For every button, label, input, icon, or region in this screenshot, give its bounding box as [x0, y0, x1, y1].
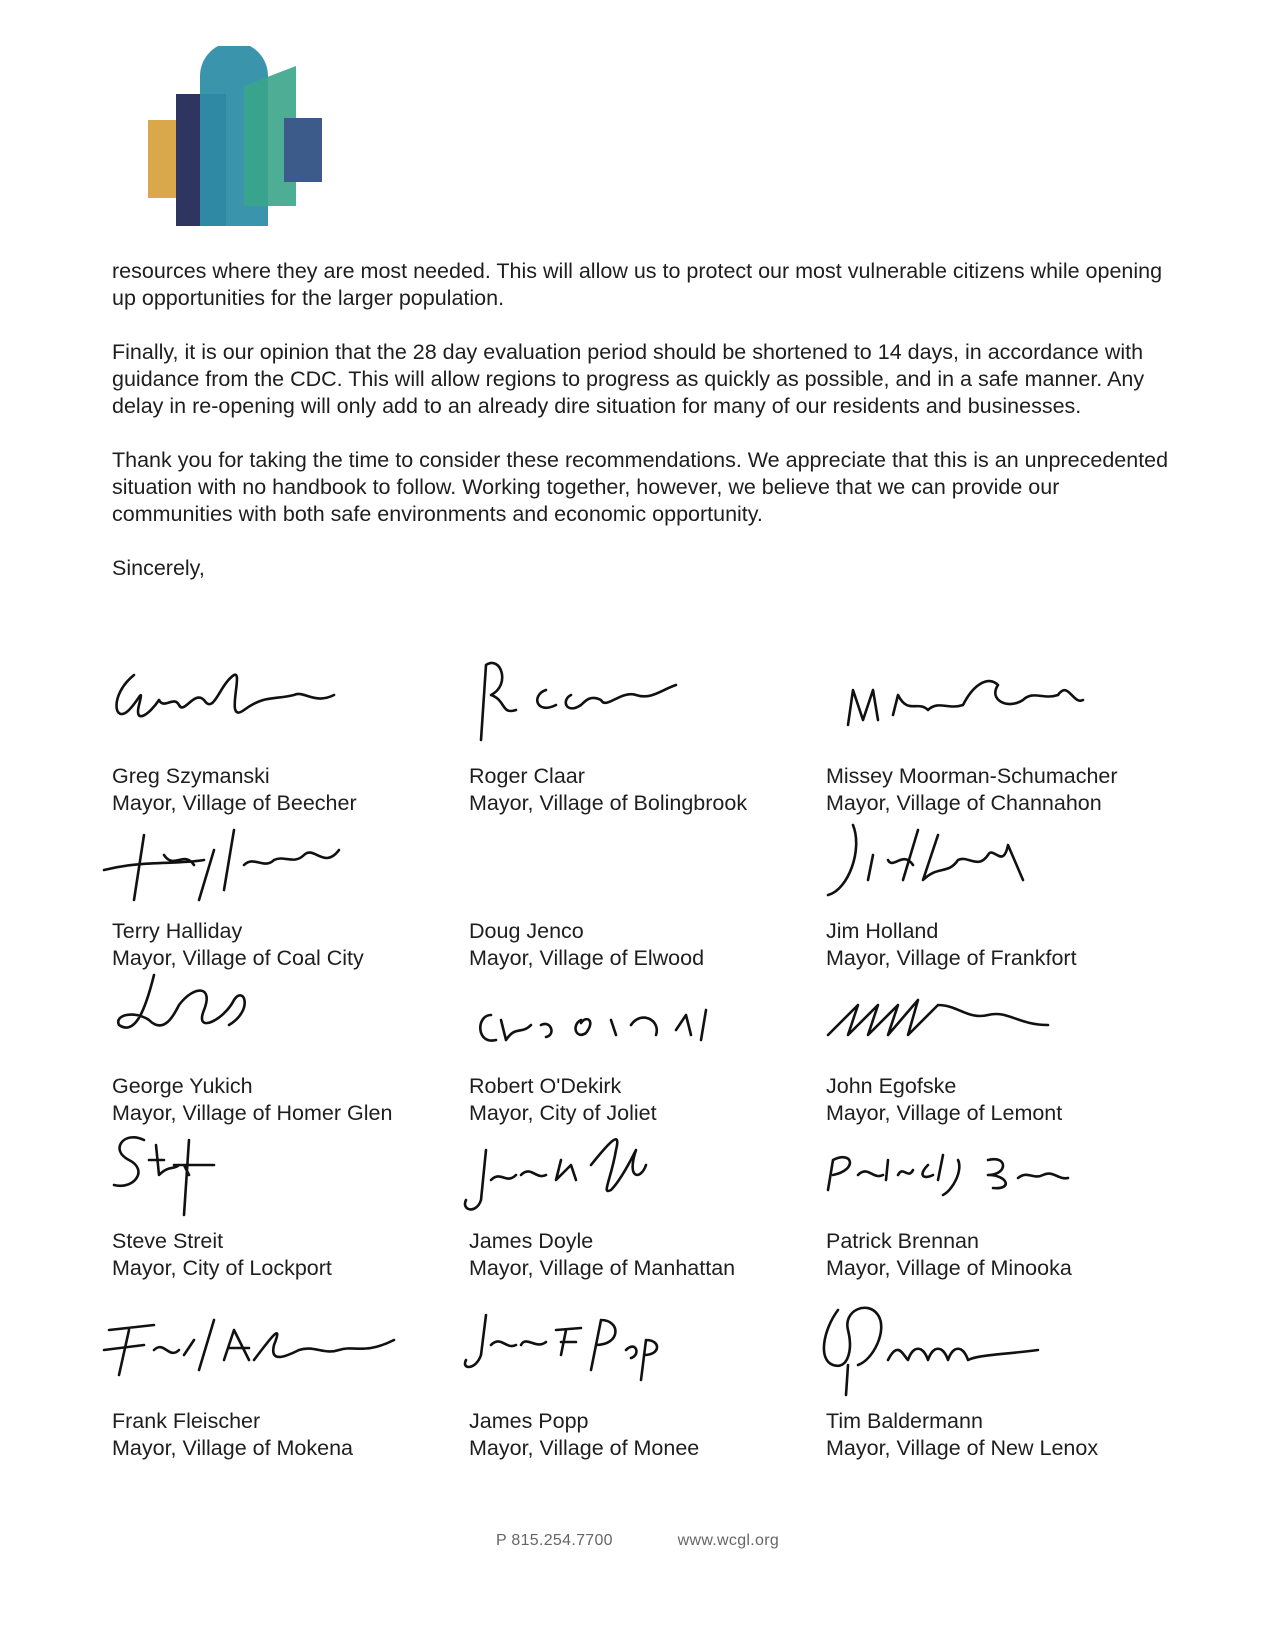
paragraph-thank-you: Thank you for taking the time to consider these recommendations. We appreciate that this is an unprecedented situation with no handbook to follow. Working together, however, we believe that we can provide our communities with both safe environments and economic opportunity.	[112, 448, 1169, 526]
signatory-title: Mayor, Village of Beecher	[112, 791, 357, 815]
signatory-name: Jim Holland	[826, 919, 939, 943]
signatory-title: Mayor, Village of Monee	[469, 1436, 700, 1460]
handwritten-signature	[104, 1300, 414, 1395]
handwritten-signature	[461, 965, 771, 1060]
handwritten-signature	[818, 810, 1128, 905]
signatory	[112, 1120, 482, 1280]
signatory-title: Mayor, Village of Lemont	[826, 1101, 1063, 1125]
organization-logo	[148, 46, 338, 226]
signatory	[469, 655, 839, 815]
signatory	[112, 655, 482, 815]
handwritten-signature	[104, 655, 414, 750]
signatory-title: Mayor, Village of Homer Glen	[112, 1101, 393, 1125]
handwritten-signature	[461, 1300, 771, 1395]
handwritten-signature	[818, 1300, 1128, 1395]
signatory-name: Missey Moorman-Schumacher	[826, 764, 1118, 788]
signatory-title: Mayor, City of Lockport	[112, 1256, 332, 1280]
footer	[0, 1532, 1275, 1550]
signatory-name: Doug Jenco	[469, 919, 584, 943]
signatory	[112, 965, 482, 1125]
signatory	[112, 1300, 482, 1460]
signatory-title: Mayor, Village of Coal City	[112, 946, 364, 970]
signatory	[469, 810, 839, 970]
footer-phone: P 815.254.7700	[495, 1532, 613, 1549]
signatory-title: Mayor, City of Joliet	[469, 1101, 657, 1125]
handwritten-signature	[461, 655, 771, 750]
paragraph-evaluation-period: Finally, it is our opinion that the 28 day evaluation period should be shortened to 14 days, in accordance with guidance from the CDC. This will allow regions to progress as quickly as possible, and in a safe manner. Any delay in re-opening will only add to an already dire situation for many of our residents and businesses.	[112, 340, 1145, 418]
signatory-title: Mayor, Village of Manhattan	[469, 1256, 736, 1280]
signatory-title: Mayor, Village of Elwood	[469, 946, 705, 970]
handwritten-signature	[104, 810, 414, 905]
signatory-name: Roger Claar	[469, 764, 585, 788]
signatory-title: Mayor, Village of Frankfort	[826, 946, 1077, 970]
signatory-name: Robert O'Dekirk	[469, 1074, 622, 1098]
signatory	[826, 655, 1196, 815]
signatory	[469, 965, 839, 1125]
signature-block	[112, 655, 1212, 1495]
handwritten-signature	[818, 1120, 1128, 1215]
handwritten-signature	[104, 1120, 414, 1215]
signatory	[826, 810, 1196, 970]
signatory	[112, 810, 482, 970]
signatory	[826, 1300, 1196, 1460]
signatory-name: Patrick Brennan	[826, 1229, 979, 1253]
signatory-name: James Doyle	[469, 1229, 594, 1253]
signatory-title: Mayor, Village of New Lenox	[826, 1436, 1099, 1460]
signatory-title: Mayor, Village of Channahon	[826, 791, 1102, 815]
paragraph-resources: resources where they are most needed. This will allow us to protect our most vulnerable citizens while opening up opportunities for the larger population.	[112, 259, 1163, 310]
signatory-title: Mayor, Village of Bolingbrook	[469, 791, 748, 815]
signatory-title: Mayor, Village of Mokena	[112, 1436, 354, 1460]
letter-body	[112, 258, 1177, 609]
signatory-name: Steve Streit	[112, 1229, 224, 1253]
handwritten-signature	[818, 965, 1128, 1060]
signatory-name: Tim Baldermann	[826, 1409, 983, 1433]
signatory	[469, 1120, 839, 1280]
signatory-name: John Egofske	[826, 1074, 957, 1098]
signatory	[826, 1120, 1196, 1280]
handwritten-signature	[818, 655, 1128, 750]
signatory-title: Mayor, Village of Minooka	[826, 1256, 1072, 1280]
footer-website[interactable]: www.wcgl.org	[677, 1532, 780, 1549]
closing-sincerely: Sincerely,	[112, 556, 205, 580]
signatory-name: Frank Fleischer	[112, 1409, 261, 1433]
handwritten-signature	[461, 1120, 771, 1215]
signatory	[826, 965, 1196, 1125]
logo-bar-slate	[284, 118, 322, 182]
handwritten-signature	[104, 965, 414, 1060]
signatory-name: George Yukich	[112, 1074, 253, 1098]
signatory	[469, 1300, 839, 1460]
signatory-name: Greg Szymanski	[112, 764, 270, 788]
signatory-name: Terry Halliday	[112, 919, 243, 943]
signatory-name: James Popp	[469, 1409, 589, 1433]
